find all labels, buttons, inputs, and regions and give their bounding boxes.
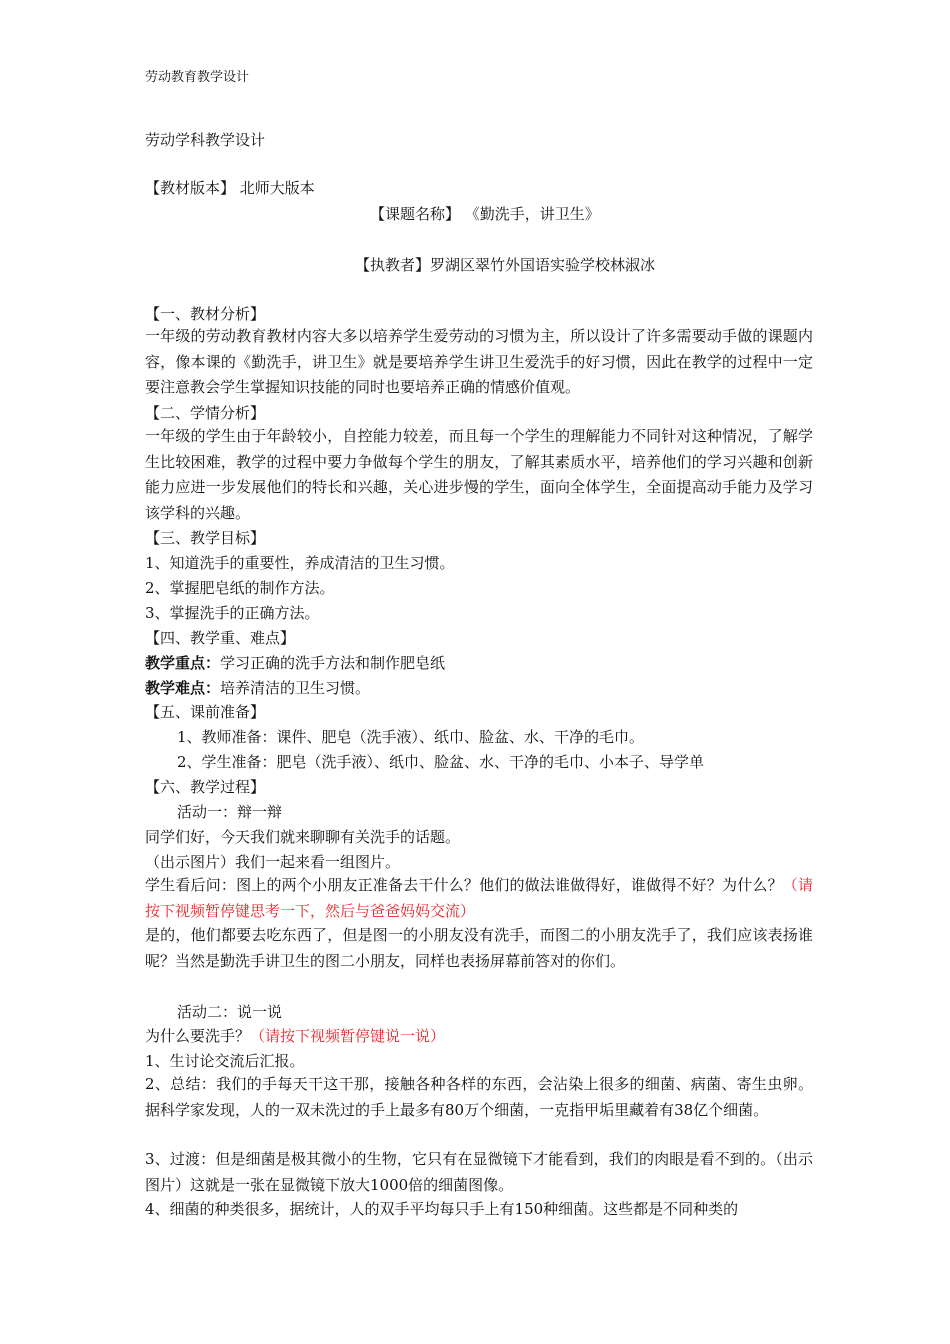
lesson-title-line: 【课题名称】 《勤洗手，讲卫生》 (370, 205, 600, 223)
student-prep: 2、学生准备：肥皂（洗手液）、纸巾、脸盆、水、干净的毛巾、小本子、导学单 (177, 753, 705, 771)
section-1-title: 【一、教材分析】 (145, 305, 266, 323)
difficult-point-line (145, 678, 370, 698)
goal-item-2: 2、掌握肥皂纸的制作方法。 (145, 579, 335, 597)
key-point-label: 教学重点： (145, 654, 221, 672)
activity-2-question (145, 1026, 445, 1046)
section-5-title: 【五、课前准备】 (145, 703, 266, 721)
teacher-line: 【执教者】罗湖区翠竹外国语实验学校林淑冰 (355, 256, 656, 274)
activity-2-title: 活动二：说一说 (177, 1003, 283, 1021)
activity-2-point-3: 3、过渡：但是细菌是极其微小的生物，它只有在显微镜下才能看到，我们的肉眼是看不到的。（出示图片）这就是一张在显微镜下放大1000倍的细菌图像。 (145, 1150, 813, 1194)
difficult-point-label: 教学难点： (145, 679, 221, 697)
activity-1-line-2: （出示图片）我们一起来看一组图片。 (145, 853, 401, 871)
activity-1-line-1: 同学们好，今天我们就来聊聊有关洗手的话题。 (145, 828, 461, 846)
section-4-title: 【四、教学重、难点】 (145, 629, 296, 647)
activity-2-point-4: 4、细菌的种类很多，据统计，人的双手平均每只手上有150种细菌。这些都是不同种类的 (145, 1200, 739, 1218)
difficult-point-text: 培养清洁的卫生习惯。 (220, 679, 371, 697)
activity-1-title: 活动一：辩一辩 (177, 803, 283, 821)
document-title: 劳动学科教学设计 (145, 131, 266, 149)
goal-item-3: 3、掌握洗手的正确方法。 (145, 604, 320, 622)
activity-1-pause-hint: （请按下视频暂停键思考一下，然后与爸爸妈妈交流） (145, 876, 813, 920)
section-2-title: 【二、学情分析】 (145, 404, 266, 422)
activity-2-point-1: 1、生讨论交流后汇报。 (145, 1052, 305, 1070)
activity-1-question-text: 学生看后问：图上的两个小朋友正准备去干什么？他们的做法谁做得好，谁做得不好？为什么？ (145, 876, 783, 894)
activity-1-answer: 是的，他们都要去吃东西了，但是图一的小朋友没有洗手，而图二的小朋友洗手了，我们应该表扬谁呢？当然是勤洗手讲卫生的图二小朋友，同样也表扬屏幕前答对的你们。 (145, 926, 813, 970)
goal-item-1: 1、知道洗手的重要性，养成清洁的卫生习惯。 (145, 554, 455, 572)
edition-line: 【教材版本】 北师大版本 (145, 179, 315, 197)
activity-2-pause-hint: （请按下视频暂停键说一说） (250, 1027, 446, 1045)
key-point-line (145, 653, 445, 673)
teacher-prep: 1、教师准备：课件、肥皂（洗手液）、纸巾、脸盆、水、干净的毛巾。 (177, 728, 645, 746)
section-6-title: 【六、教学过程】 (145, 778, 266, 796)
key-point-text: 学习正确的洗手方法和制作肥皂纸 (220, 654, 446, 672)
page-header: 劳动教育教学设计 (145, 70, 250, 85)
section-3-title: 【三、教学目标】 (145, 529, 266, 547)
section-2-text: 一年级的学生由于年龄较小，自控能力较差，而且每一个学生的理解能力不同针对这种情况，了解学生比较困难，教学的过程中要力争做每个学生的朋友，了解其素质水平，培养他们的学习兴趣和创新能力应进一步发展他们的特长和兴趣，关心进步慢的学生，面向全体学生，全面提高动手能力及学习该学科的兴趣。 (145, 427, 813, 522)
activity-2-question-text: 为什么要洗手？ (145, 1027, 251, 1045)
activity-2-point-2: 2、总结：我们的手每天干这干那，接触各种各样的东西，会沾染上很多的细菌、病菌、寄生虫卵。据科学家发现，人的一双未洗过的手上最多有80万个细菌，一克指甲垢里藏着有38亿个细菌。 (145, 1075, 813, 1119)
activity-1-question (145, 873, 813, 924)
section-1-text: 一年级的劳动教育教材内容大多以培养学生爱劳动的习惯为主，所以设计了许多需要动手做的课题内容，像本课的《勤洗手，讲卫生》就是要培养学生讲卫生爱洗手的好习惯，因此在教学的过程中一定要注意教会学生掌握知识技能的同时也要培养正确的情感价值观。 (145, 327, 813, 396)
